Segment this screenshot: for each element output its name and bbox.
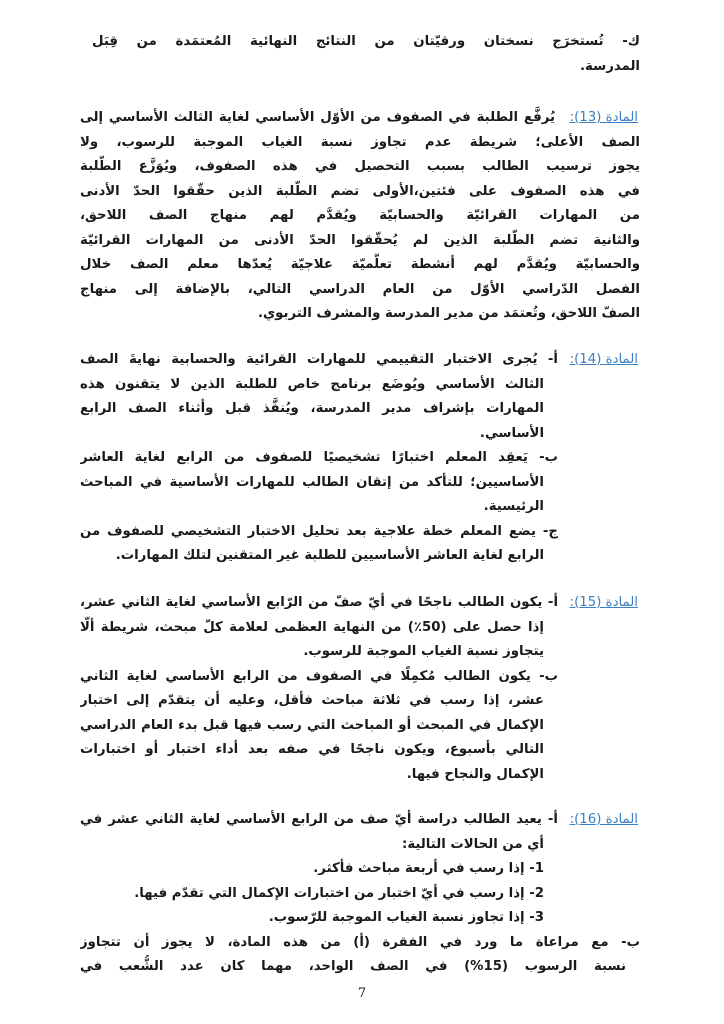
article-line: ب- مع مراعاة ما ورد في الفقرة (أ) من هذه المادة، لا يجوز أن تتجاوز (80, 934, 640, 950)
article-13-body-cont (80, 131, 640, 327)
article-line: والحسابيّة ويُقدَّم لهم أنشطة تعلُّميّة علاجيّة يُعدّها معلم الصف خلال (80, 257, 640, 272)
article-14-body (80, 348, 558, 569)
article-line: أي من الحالات التالية: (402, 836, 544, 852)
article-14-label: المادة (14): (569, 352, 638, 367)
article-line: الصف الأعلى؛ شريطة عدم تجاوز نسبة الغياب الموجبة للرسوب، ولا (80, 134, 640, 150)
article-line: إذا حصل على (50٪) من النهاية العظمى لعلامة كلّ مبحث، شريطة ألّا (80, 619, 544, 635)
article-line: في هذه الصفوف على فئتين،الأولى تضم الطّلبة الذين حقّقوا الحدّ الأدنى (80, 183, 640, 199)
article-line: أ- يعيد الطالب دراسة أيّ صف من الرابع الأساسي لغاية الثاني عشر في (80, 812, 558, 827)
article-line: يجوز ترسيب الطالب بسبب التحصيل في هذه الصفوف، ويُوَزَّع الطّلبة (80, 159, 640, 174)
paragraph-line: ك- تُستخرَج نسختان ورقيّتان من النتائج النهائية المُعتمَدة من قِبَل (92, 34, 640, 49)
article-line: الصفّ اللاحق، وتُعتمَد من مدير المدرسة والمشرف التربوي. (257, 306, 640, 321)
article-line: الإكمال والنجاح فيها. (406, 766, 544, 782)
article-line: 1- إذا رسب في أربعة مباحث فأكثر. (313, 861, 544, 876)
article-line: ج- يضع المعلم خطة علاجية بعد تحليل الاختبار التشخيصي للصفوف من (80, 523, 558, 539)
article-16-body (80, 808, 558, 931)
article-15-body (80, 591, 558, 787)
article-line: الأساسي. (479, 425, 544, 441)
article-line: 2- إذا رسب في أيّ اختبار من اختبارات الإكمال التي تقدّم فيها. (134, 885, 544, 901)
article-line: يُرفَّع الطلبة في الصفوف من الأوّل الأساسي لغاية الثالث الأساسي إلى (80, 110, 555, 125)
article-16-label: المادة (16): (569, 812, 638, 827)
page-number: 7 (357, 986, 367, 1001)
article-line: الفصل الدّراسي الأوّل من العام الدراسي التالي، بالإضافة إلى منهاج (80, 281, 640, 297)
article-line: نسبة الرسوب (15%) في الصف الواحد، مهما كان عدد الشُّعب في (80, 959, 626, 974)
article-16-body-cont (80, 931, 640, 980)
article-line: يتجاوز نسبة الغياب الموجبة للرسوب. (303, 644, 544, 659)
article-line: 3- إذا تجاوز نسبة الغياب الموجبة للرّسوب. (268, 910, 544, 925)
article-15-label: المادة (15): (569, 595, 638, 610)
article-line: التالي بأسبوع، ويكون ناجحًا في صفه بعد أداء اختبار أو اختبارات (80, 742, 544, 757)
top-paragraph (92, 30, 640, 79)
article-line: أ- يُجرى الاختبار التقييمي للمهارات القرائية والحسابية نهايةَ الصف (80, 352, 558, 367)
article-line: ب- يَعقِد المعلم اختبارًا تشخيصيًا للصفوف من الرابع لغاية العاشر (80, 450, 558, 465)
article-line: المهارات بإشراف مدير المدرسة، ويُنفَّذ قبل وأثناء الصف الرابع (80, 401, 544, 416)
article-line: الإكمال في المبحث أو المباحث التي رسب فيها قبل بدء العام الدراسي (80, 717, 544, 733)
article-line: من المهارات القرائيّة والحسابيّة ويُقدَّم لهم منهاج الصف اللاحق، (80, 208, 640, 223)
article-line: الرئيسية. (483, 499, 544, 514)
article-line: الأساسيين؛ للتأكد من إتقان الطالب للمهارات الأساسية في المباحث (80, 474, 544, 490)
article-line: عشر، إذا رسب في ثلاثة مباحث فأقل، وعليه أن يتقدّم إلى اختبار (80, 693, 544, 708)
article-line: والثانية تضم الطّلبة الذين لم يُحقّقوا الحدّ الأدنى من المهارات القرائيّة (80, 232, 640, 248)
paragraph-line: المدرسة. (580, 58, 640, 74)
article-13-label: المادة (13): (569, 110, 638, 125)
article-line: الثالث الأساسي ويُوضَع برنامج خاص للطلبة الذين لا يتقنون هذه (80, 376, 544, 392)
article-line: الرابع لغاية العاشر الأساسيين للطلبة غير المتقنين لتلك المهارات. (115, 548, 544, 563)
article-line: أ- يكون الطالب ناجحًا في أيّ صفّ من الرّابع الأساسي لغاية الثاني عشر، (80, 595, 558, 610)
article-line: ب- يكون الطالب مُكمِلًا في الصفوف من الرابع الأساسي لغاية الثاني (80, 668, 558, 684)
article-13-body (80, 106, 555, 131)
